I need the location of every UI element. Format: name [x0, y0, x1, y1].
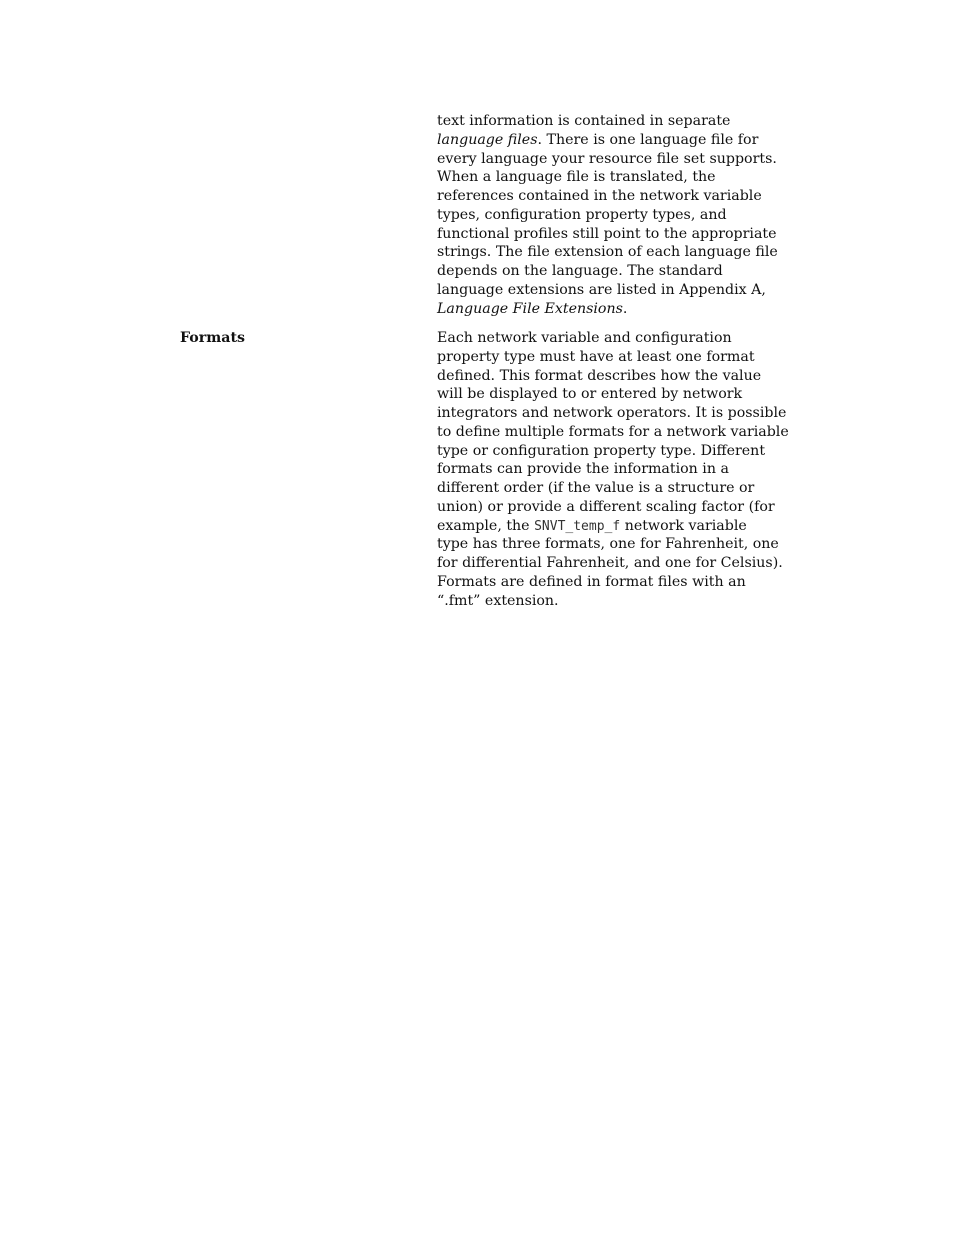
text-line: to define multiple formats for a network variable — [437, 423, 789, 440]
text-line: every language your resource file set supports. — [437, 150, 777, 167]
text-line: different order (if the value is a structure or — [437, 480, 755, 496]
language-files-paragraph — [437, 112, 797, 318]
text-line: Each network variable and configuration — [437, 330, 732, 346]
text-line: strings. The file extension of each language file — [437, 244, 778, 261]
text-line: language files. There is one language file for — [437, 131, 759, 148]
text-line: will be displayed to or entered by network — [437, 386, 743, 403]
text-line: Language File Extensions. — [437, 300, 628, 317]
italic-term: language files — [437, 131, 538, 148]
text-line: property type must have at least one format — [437, 348, 755, 365]
code-identifier: SNVT_temp_f — [534, 518, 621, 534]
italic-term: Language File Extensions — [437, 300, 623, 317]
text-line: functional profiles still point to the appropriate — [437, 225, 777, 242]
text-line: formats can provide the information in a — [437, 461, 729, 478]
text-line: type or configuration property type. Different — [437, 442, 766, 459]
text-line: for differential Fahrenheit, and one for Celsius). — [437, 555, 783, 571]
text-line: “.fmt” extension. — [437, 592, 559, 609]
text-line: union) or provide a different scaling factor (for — [437, 498, 775, 515]
text-line: integrators and network operators. It is possible — [437, 405, 787, 421]
text-line: example, the SNVT_temp_f network variable — [437, 517, 747, 534]
text-line: text information is contained in separate — [437, 113, 731, 129]
text-line: language extensions are listed in Appendix A, — [437, 281, 766, 298]
text-line: depends on the language. The standard — [437, 263, 723, 279]
text-line: defined. This format describes how the value — [437, 367, 762, 384]
formats-heading: Formats — [180, 330, 245, 346]
text-line: When a language file is translated, the — [437, 169, 716, 186]
text-line: references contained in the network variable — [437, 188, 762, 204]
formats-paragraph — [437, 329, 797, 610]
text-line: type has three formats, one for Fahrenheit, one — [437, 536, 779, 553]
text-line: types, configuration property types, and — [437, 206, 727, 223]
text-line: Formats are defined in format files with an — [437, 573, 746, 590]
